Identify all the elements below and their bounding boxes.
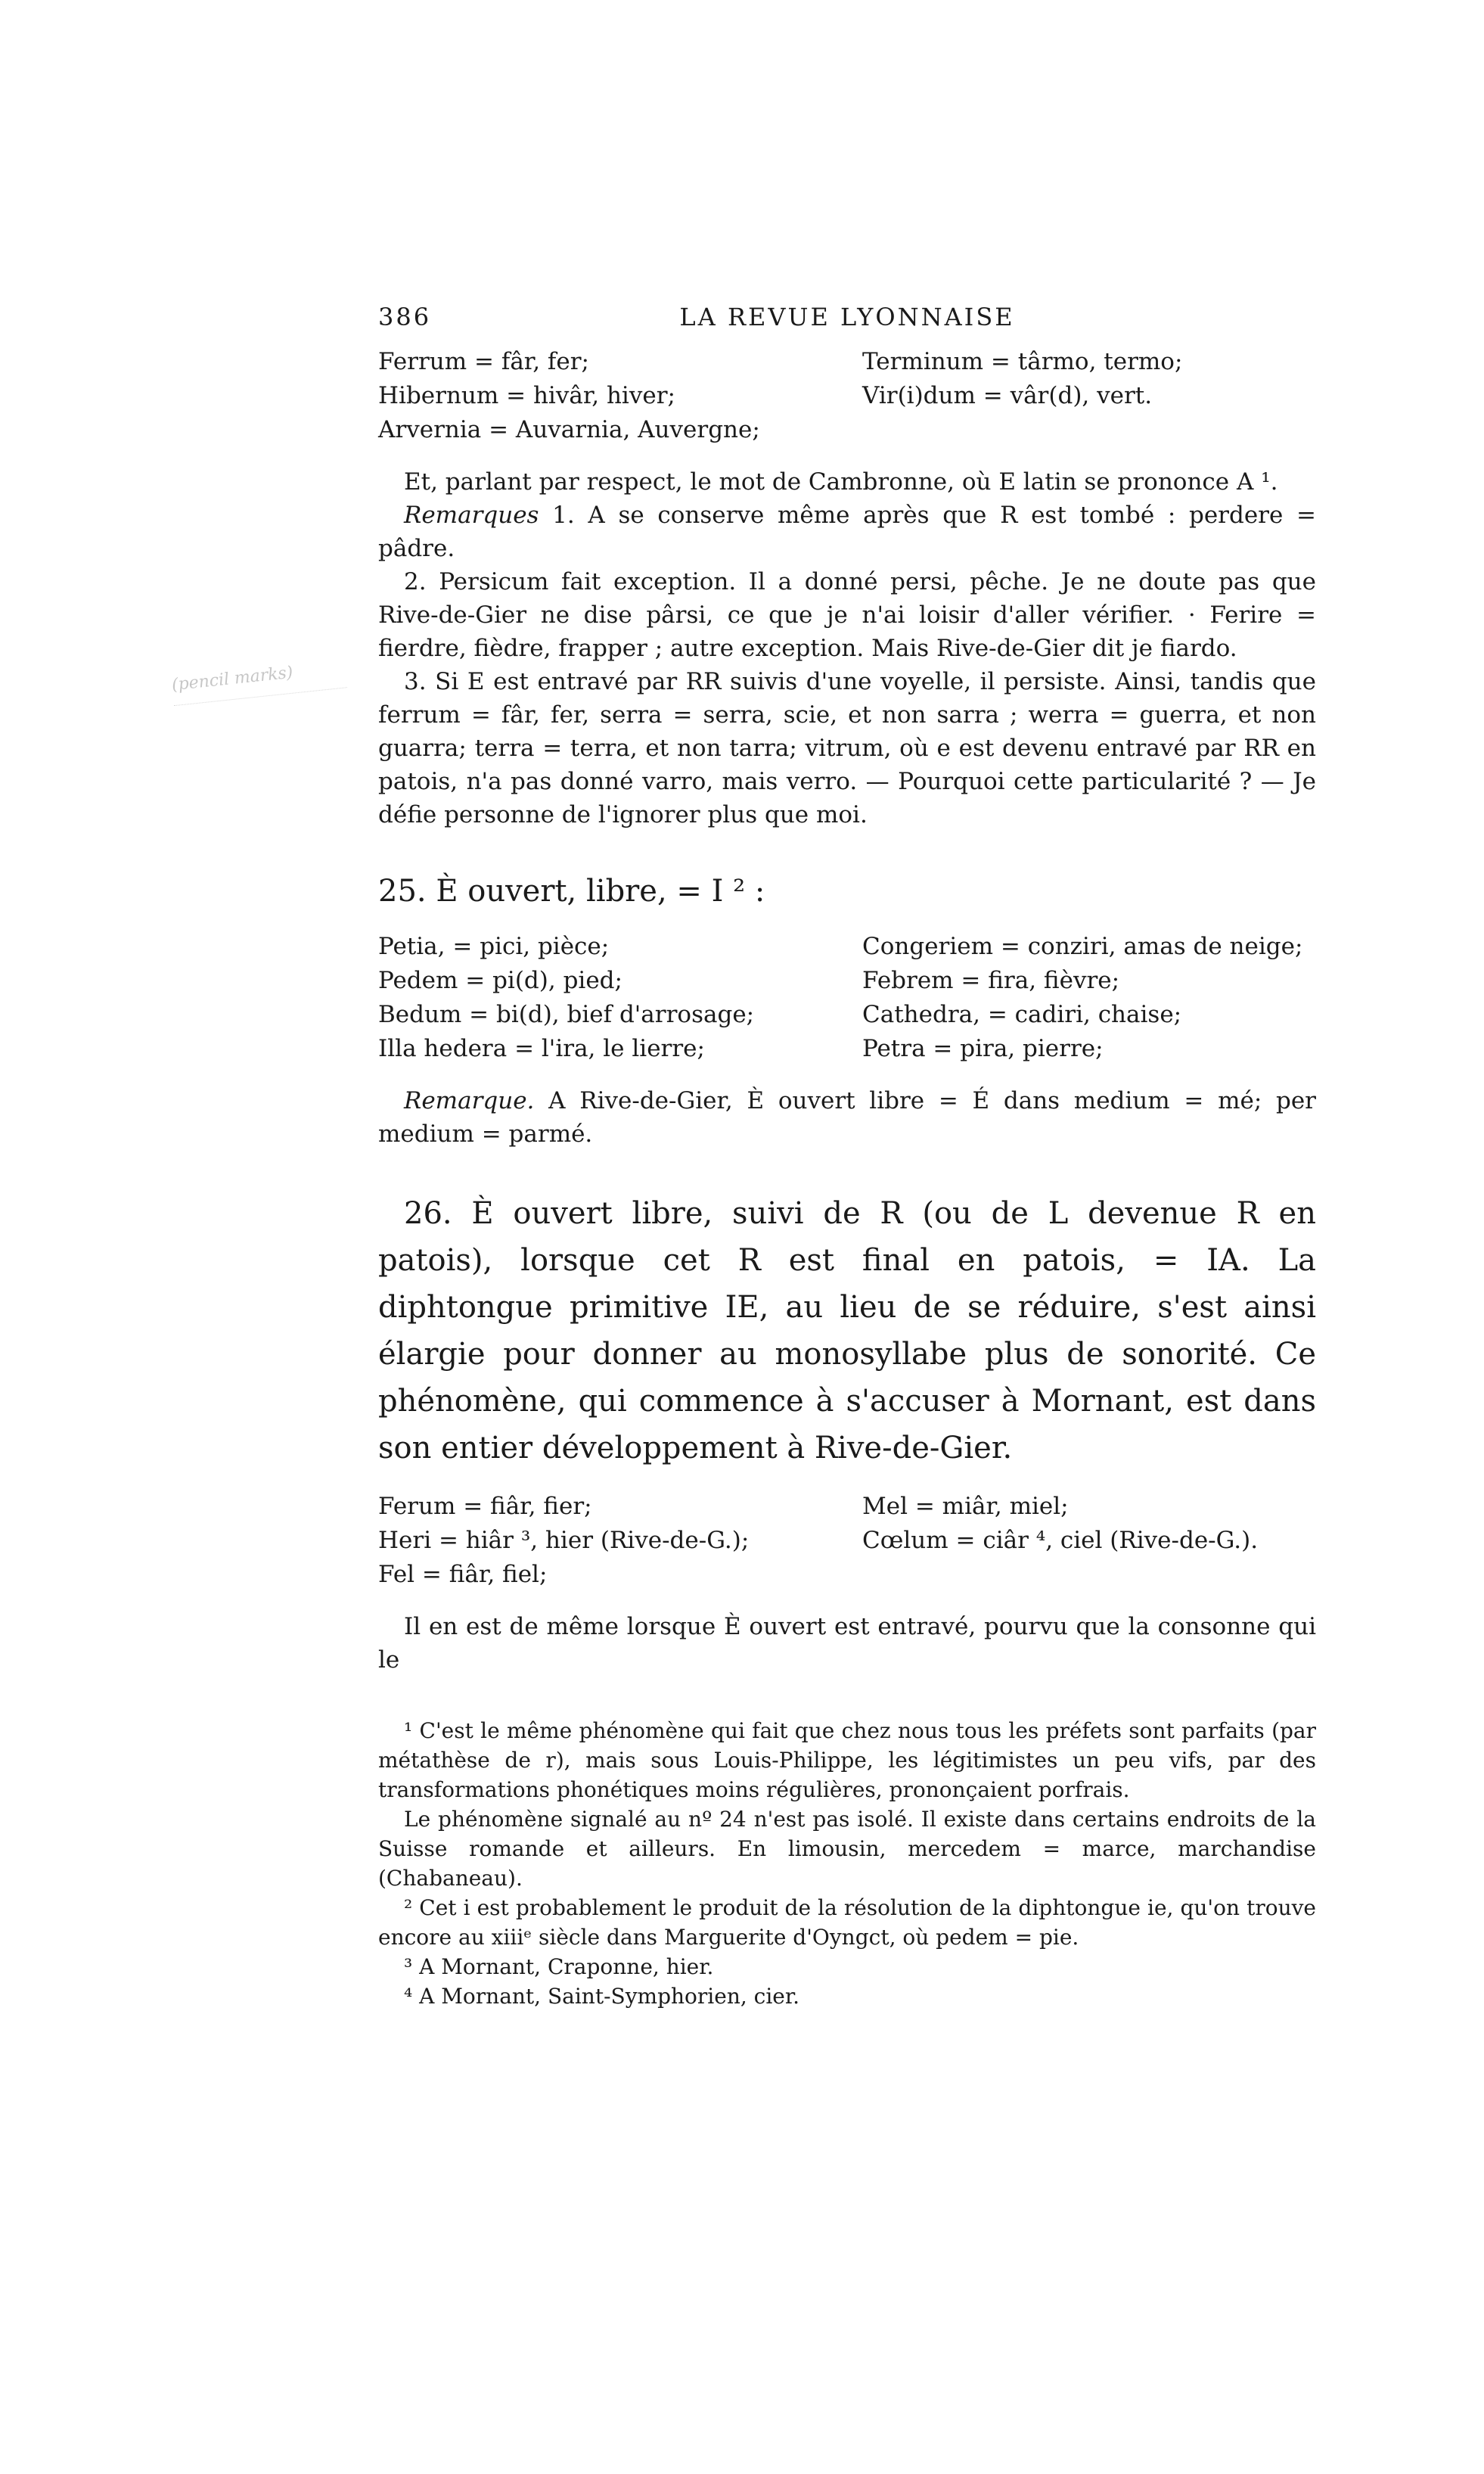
list-item-right: Congeriem = conziri, amas de neige; (862, 933, 1303, 960)
list-item (378, 1032, 1316, 1066)
list-item-left: Hibernum = hivâr, hiver; (378, 382, 675, 409)
list-item-right: Mel = miâr, miel; (862, 1493, 1069, 1520)
footnote-2: ² Cet i est probablement le produit de la résolution de la diphtongue ie, qu'on trouve encore au xiiiᵉ siècle dans Marguerite d'Oyngct, où pedem = pie. (378, 1895, 1316, 1950)
list-item-left: Fel = fiâr, fiel; (378, 1561, 548, 1588)
list-item-left: Bedum = bi(d), bief d'arrosage; (378, 1001, 755, 1028)
page-header (378, 303, 1316, 345)
list-item-right: Febrem = fira, fièvre; (862, 967, 1120, 994)
list-item (378, 413, 1316, 447)
list-item-left: Pedem = pi(d), pied; (378, 967, 622, 994)
page-content (378, 303, 1316, 2011)
footnotes (378, 1716, 1316, 2011)
list-item (378, 1558, 1316, 1592)
remarques-1 (378, 499, 1316, 565)
list-item-left: Illa hedera = l'ira, le lierre; (378, 1035, 705, 1062)
remarque-2: 2. Persicum fait exception. Il a donné persi, pêche. Je ne doute pas que Rive-de-Gier ne dise pârsi, ce que je n'ai loisir d'aller vérifier. · Ferire = fierdre, fièdre, frapper ; autre exception. Mais Rive-de-Gier dit je fiardo. (378, 568, 1316, 662)
section-25-remarque (378, 1084, 1316, 1151)
list-item-right: Cathedra, = cadiri, chaise; (862, 1001, 1182, 1028)
list-item-left: Arvernia = Auvarnia, Auvergne; (378, 416, 760, 443)
footnote-3: ³ A Mornant, Craponne, hier. (404, 1954, 714, 1979)
footnote-4: ⁴ A Mornant, Saint-Symphorien, cier. (404, 1984, 800, 2009)
word-list-25 (378, 930, 1316, 1066)
remarques-label: Remarques (404, 502, 539, 529)
list-item-right: Terminum = târmo, termo; (862, 348, 1183, 375)
paragraph-cambronne: Et, parlant par respect, le mot de Cambronne, où E latin se prononce A ¹. (404, 468, 1278, 496)
list-item (378, 964, 1316, 998)
remarque-text: A Rive-de-Gier, È ouvert libre = É dans medium = mé; per medium = parmé. (378, 1087, 1316, 1148)
list-item-right: Vir(i)dum = vâr(d), vert. (862, 382, 1153, 409)
word-list-26 (378, 1490, 1316, 1592)
section-26-text: 26. È ouvert libre, suivi de R (ou de L devenue R en patois), lorsque cet R est final en patois, = IA. La diphtongue primitive IE, au lieu de se réduire, s'est ainsi élargie pour donner au monosyllabe plus de sonorité. Ce phénomène, qui commence à s'accuser à Mornant, est dans son entier développement à Rive-de-Gier. (378, 1196, 1316, 1465)
word-list-1 (378, 345, 1316, 447)
footnote-1: ¹ C'est le même phénomène qui fait que chez nous tous les préfets sont parfaits (par métathèse de r), mais sous Louis-Philippe, les légitimistes un peu vifs, par des transformations phonétiques moins régulières, prononçaient porfrais. (378, 1718, 1316, 1802)
list-item (378, 379, 1316, 413)
page-number: 386 (378, 303, 432, 331)
list-item (378, 345, 1316, 379)
running-title: LA REVUE LYONNAISE (679, 303, 1015, 331)
section-25-heading: 25. È ouvert, libre, = I ² : (378, 874, 765, 909)
list-item-left: Heri = hiâr ³, hier (Rive-de-G.); (378, 1527, 750, 1554)
footnote-1-cont: Le phénomène signalé au nº 24 n'est pas isolé. Il existe dans certains endroits de la Suisse romande et ailleurs. En limousin, mercedem = marce, marchandise (Chabaneau). (378, 1807, 1316, 1891)
list-item (378, 1490, 1316, 1524)
list-item-right: Cœlum = ciâr ⁴, ciel (Rive-de-G.). (862, 1527, 1259, 1554)
section-26-trailing: Il en est de même lorsque È ouvert est entravé, pourvu que la consonne qui le (378, 1613, 1316, 1674)
list-item-right (862, 413, 1316, 447)
margin-pencil-annotation (171, 656, 369, 773)
pencil-note-line-1: (pencil marks) (170, 663, 294, 695)
remarque-3: 3. Si E est entravé par RR suivis d'une voyelle, il persiste. Ainsi, tandis que ferrum = fâr, fer, serra = serra, scie, et non sarra ; werra = guerra, et non guarra; terra = terra, et non tarra; vitrum, où e est devenu entravé par RR en patois, n'a pas donné varro, mais verro. — Pourquoi cette particularité ? — Je défie personne de l'ignorer plus que moi. (378, 668, 1316, 828)
list-item (378, 1524, 1316, 1558)
list-item (378, 930, 1316, 964)
list-item (378, 998, 1316, 1032)
list-item-left: Ferum = fiâr, fier; (378, 1493, 592, 1520)
list-item-left: Petia, = pici, pièce; (378, 933, 610, 960)
list-item-right: Petra = pira, pierre; (862, 1035, 1104, 1062)
list-item-right (862, 1558, 1316, 1592)
remarque-label: Remarque. (404, 1087, 535, 1114)
list-item-left: Ferrum = fâr, fer; (378, 348, 589, 375)
remarque-1-text: 1. A se conserve même après que R est tombé : perdere = pâdre. (378, 502, 1317, 562)
